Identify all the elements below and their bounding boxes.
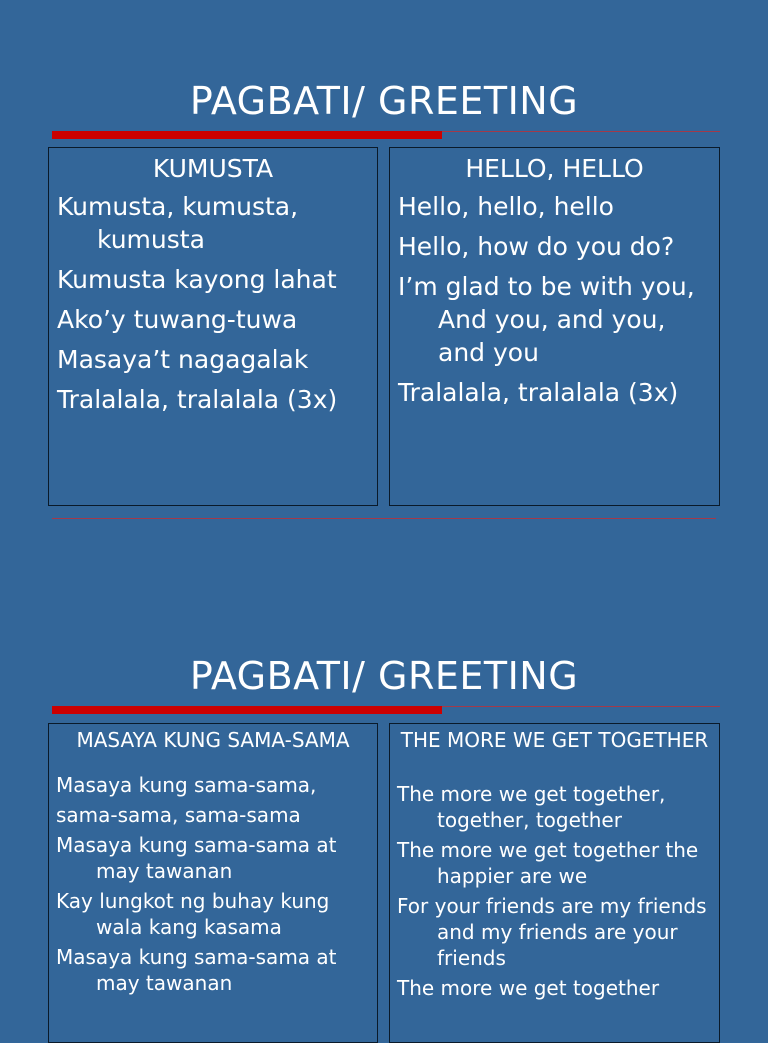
lyric-line: Ako’y tuwang-tuwa <box>57 305 298 334</box>
lyric-line: The more we get together the happier are we <box>397 838 699 888</box>
slide-bottom-rule <box>52 518 716 519</box>
song-heading: THE MORE WE GET TOGETHER <box>400 728 709 752</box>
lyric-line: Masaya kung sama-sama at may tawanan <box>56 945 337 995</box>
slide-title: PAGBATI/ GREETING <box>189 79 579 123</box>
song-box-kumusta <box>48 147 378 506</box>
lyric-line: Hello, hello, hello <box>398 192 614 221</box>
lyric-line: Kay lungkot ng buhay kung wala kang kasama <box>56 889 330 939</box>
lyric-line: Masaya kung sama-sama, <box>56 773 317 797</box>
lyric-line: The more we get together <box>397 976 660 1000</box>
lyric-line: Masaya’t nagagalak <box>57 345 309 374</box>
song-heading: KUMUSTA <box>152 154 274 183</box>
song-box-the-more-we-get-together <box>389 723 720 1043</box>
lyric-line: Tralalala, tralalala (3x) <box>57 385 338 414</box>
lyric-line: sama-sama, sama-sama <box>56 803 301 827</box>
song-heading: MASAYA KUNG SAMA-SAMA <box>76 728 350 752</box>
lyric-line: For your friends are my friends and my friends are your friends <box>397 894 707 970</box>
slide-2 <box>0 575 768 1024</box>
title-underline-accent <box>52 706 442 714</box>
song-heading: HELLO, HELLO <box>465 154 644 183</box>
lyrics-list <box>390 184 719 409</box>
lyric-line: I’m glad to be with you, And you, and you, and you <box>398 272 695 367</box>
title-underline-accent <box>52 131 442 139</box>
song-box-masaya-kung-sama-sama <box>48 723 378 1043</box>
lyrics-list <box>390 753 719 1001</box>
lyric-line: Tralalala, tralalala (3x) <box>398 378 679 407</box>
lyric-line: Masaya kung sama-sama at may tawanan <box>56 833 337 883</box>
lyrics-list <box>49 753 377 996</box>
song-box-hello-hello <box>389 147 720 506</box>
lyric-line: The more we get together, together, together <box>397 782 666 832</box>
lyric-line: Kumusta, kumusta, kumusta <box>57 192 299 254</box>
lyrics-list <box>49 184 377 416</box>
lyric-line: Hello, how do you do? <box>398 232 675 261</box>
lyric-line: Kumusta kayong lahat <box>57 265 337 294</box>
slide-title: PAGBATI/ GREETING <box>189 654 579 698</box>
